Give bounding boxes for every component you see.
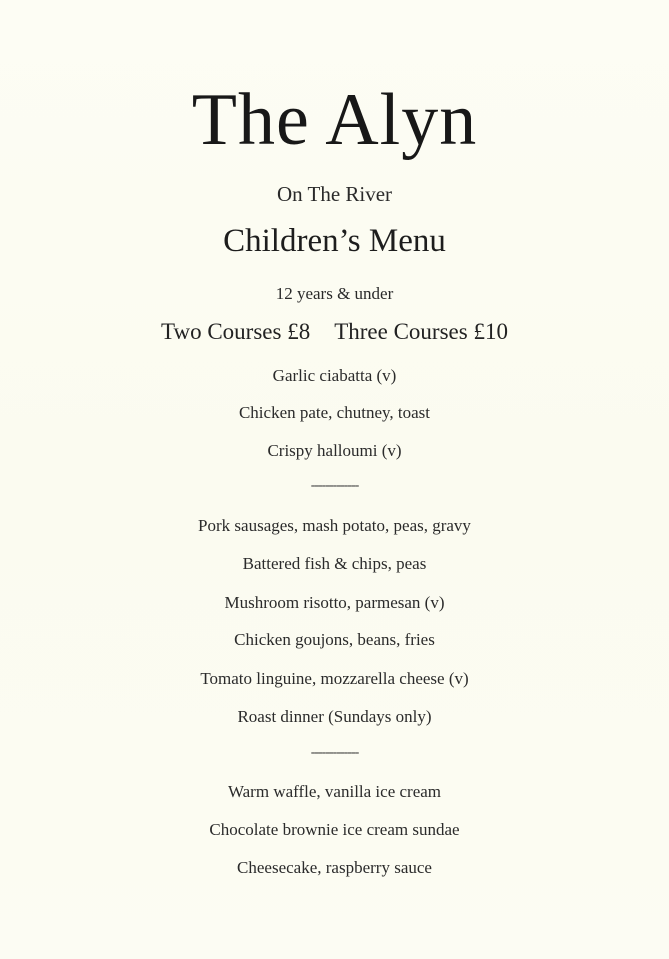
section-divider: ------------- — [310, 478, 359, 493]
three-courses-price: Three Courses £10 — [334, 319, 508, 344]
starter-item: Chicken pate, chutney, toast — [238, 403, 431, 422]
main-item: Tomato linguine, mozzarella cheese (v) — [200, 669, 469, 688]
main-item: Roast dinner (Sundays only) — [237, 707, 432, 726]
main-item: Pork sausages, mash potato, peas, gravy — [198, 516, 471, 535]
dessert-item: Warm waffle, vanilla ice cream — [227, 782, 442, 801]
age-note: 12 years & under — [275, 284, 394, 303]
main-item: Battered fish & chips, peas — [242, 554, 427, 573]
two-courses-price: Two Courses £8 — [161, 319, 311, 344]
main-item: Mushroom risotto, parmesan (v) — [224, 593, 445, 612]
starter-item: Crispy halloumi (v) — [267, 441, 402, 460]
menu-heading: Children’s Menu — [223, 223, 446, 259]
dessert-item: Cheesecake, raspberry sauce — [237, 858, 432, 877]
dessert-item: Chocolate brownie ice cream sundae — [209, 820, 460, 839]
pricing-line — [0, 319, 669, 345]
restaurant-subtitle: On The River — [276, 182, 393, 206]
starter-item: Garlic ciabatta (v) — [272, 366, 397, 385]
main-item: Chicken goujons, beans, fries — [234, 630, 435, 649]
restaurant-title: The Alyn — [191, 79, 478, 161]
section-divider: ------------- — [310, 745, 359, 760]
